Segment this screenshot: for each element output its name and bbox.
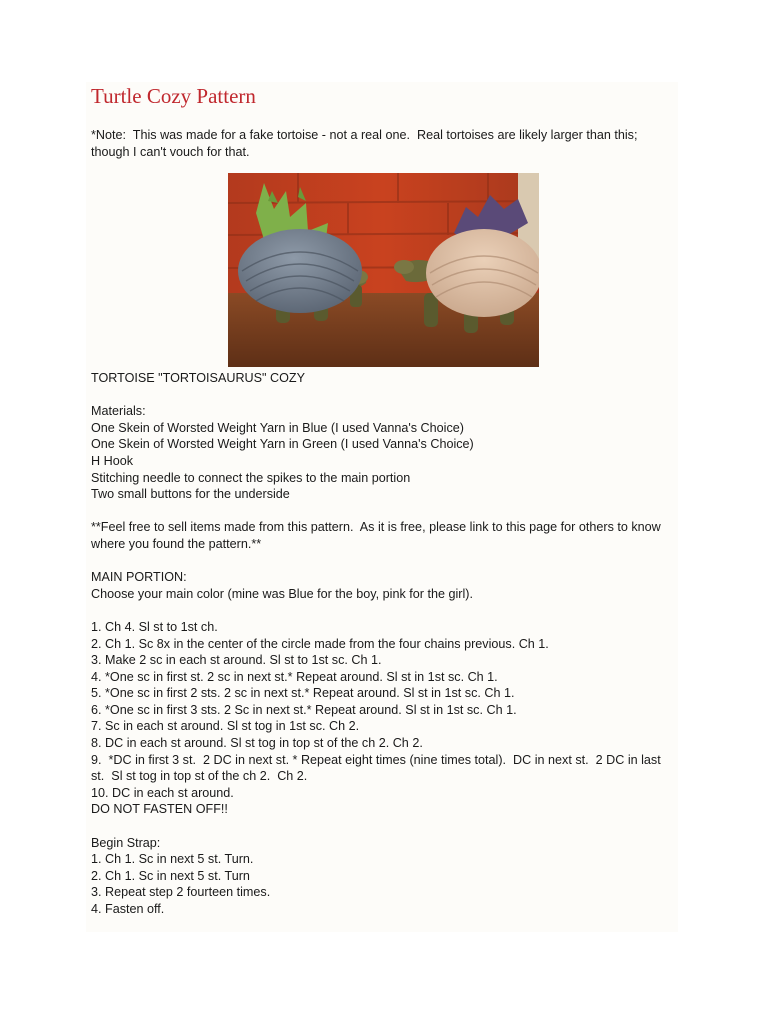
main-step: 8. DC in each st around. Sl st tog in top st of the ch 2. Ch 2.: [91, 736, 423, 751]
note-paragraph: [91, 127, 683, 160]
blank-line: [91, 602, 683, 619]
materials-item: One Skein of Worsted Weight Yarn in Green (I used Vanna's Choice): [91, 437, 474, 452]
materials-item: Two small buttons for the underside: [91, 487, 290, 502]
materials-item: Stitching needle to connect the spikes to the main portion: [91, 470, 411, 485]
main-step: 4. *One sc in first st. 2 sc in next st.* Repeat around. Sl st in 1st sc. Ch 1.: [91, 669, 498, 684]
note-line-1: *Note: This was made for a fake tortoise - not a real one. Real tortoises are likely larger than this;: [91, 128, 638, 142]
materials-item: One Skein of Worsted Weight Yarn in Blue (I used Vanna's Choice): [91, 420, 464, 435]
main-step: 5. *One sc in first 2 sts. 2 sc in next st.* Repeat around. Sl st in 1st sc. Ch 1.: [91, 686, 515, 701]
main-portion-intro: Choose your main color (mine was Blue for the boy, pink for the girl).: [91, 586, 473, 601]
main-step: 3. Make 2 sc in each st around. Sl st to 1st sc. Ch 1.: [91, 653, 382, 668]
tortoise-cozy-photo: [228, 173, 539, 367]
pattern-body: [91, 370, 683, 918]
blank-line: [91, 818, 683, 835]
note-line-2: though I can't vouch for that.: [91, 144, 250, 159]
main-step-warning: DO NOT FASTEN OFF!!: [91, 802, 228, 817]
license-line-1: **Feel free to sell items made from this pattern. As it is free, please link to this page for others to know: [91, 520, 661, 535]
blank-line: [91, 503, 683, 520]
materials-label: Materials:: [91, 404, 146, 419]
main-step: 2. Ch 1. Sc 8x in the center of the circle made from the four chains previous. Ch 1.: [91, 636, 549, 651]
blank-line: [91, 553, 683, 570]
strap-label: Begin Strap:: [91, 835, 161, 850]
materials-item: H Hook: [91, 453, 133, 468]
strap-step: 1. Ch 1. Sc in next 5 st. Turn.: [91, 852, 254, 867]
license-line-2: where you found the pattern.**: [91, 536, 262, 551]
main-step: 10. DC in each st around.: [91, 785, 234, 800]
pattern-heading: TORTOISE "TORTOISAURUS" COZY: [91, 371, 305, 385]
main-step: 6. *One sc in first 3 sts. 2 Sc in next st.* Repeat around. Sl st in 1st sc. Ch 1.: [91, 702, 517, 717]
strap-step: 4. Fasten off.: [91, 902, 165, 916]
main-step-9-line-1: 9. *DC in first 3 st. 2 DC in next st. * Repeat eight times (nine times total). DC in next st. 2 DC in last: [91, 752, 661, 767]
main-portion-label: MAIN PORTION:: [91, 570, 187, 585]
document-title: Turtle Cozy Pattern: [91, 84, 256, 108]
blank-line: [91, 387, 683, 404]
main-step: 1. Ch 4. Sl st to 1st ch.: [91, 619, 218, 634]
strap-step: 3. Repeat step 2 fourteen times.: [91, 885, 271, 900]
strap-step: 2. Ch 1. Sc in next 5 st. Turn: [91, 868, 250, 883]
main-step: 7. Sc in each st around. Sl st tog in 1st sc. Ch 2.: [91, 719, 360, 734]
main-step-9-line-2: st. Sl st tog in top st of the ch 2. Ch 2.: [91, 769, 308, 784]
